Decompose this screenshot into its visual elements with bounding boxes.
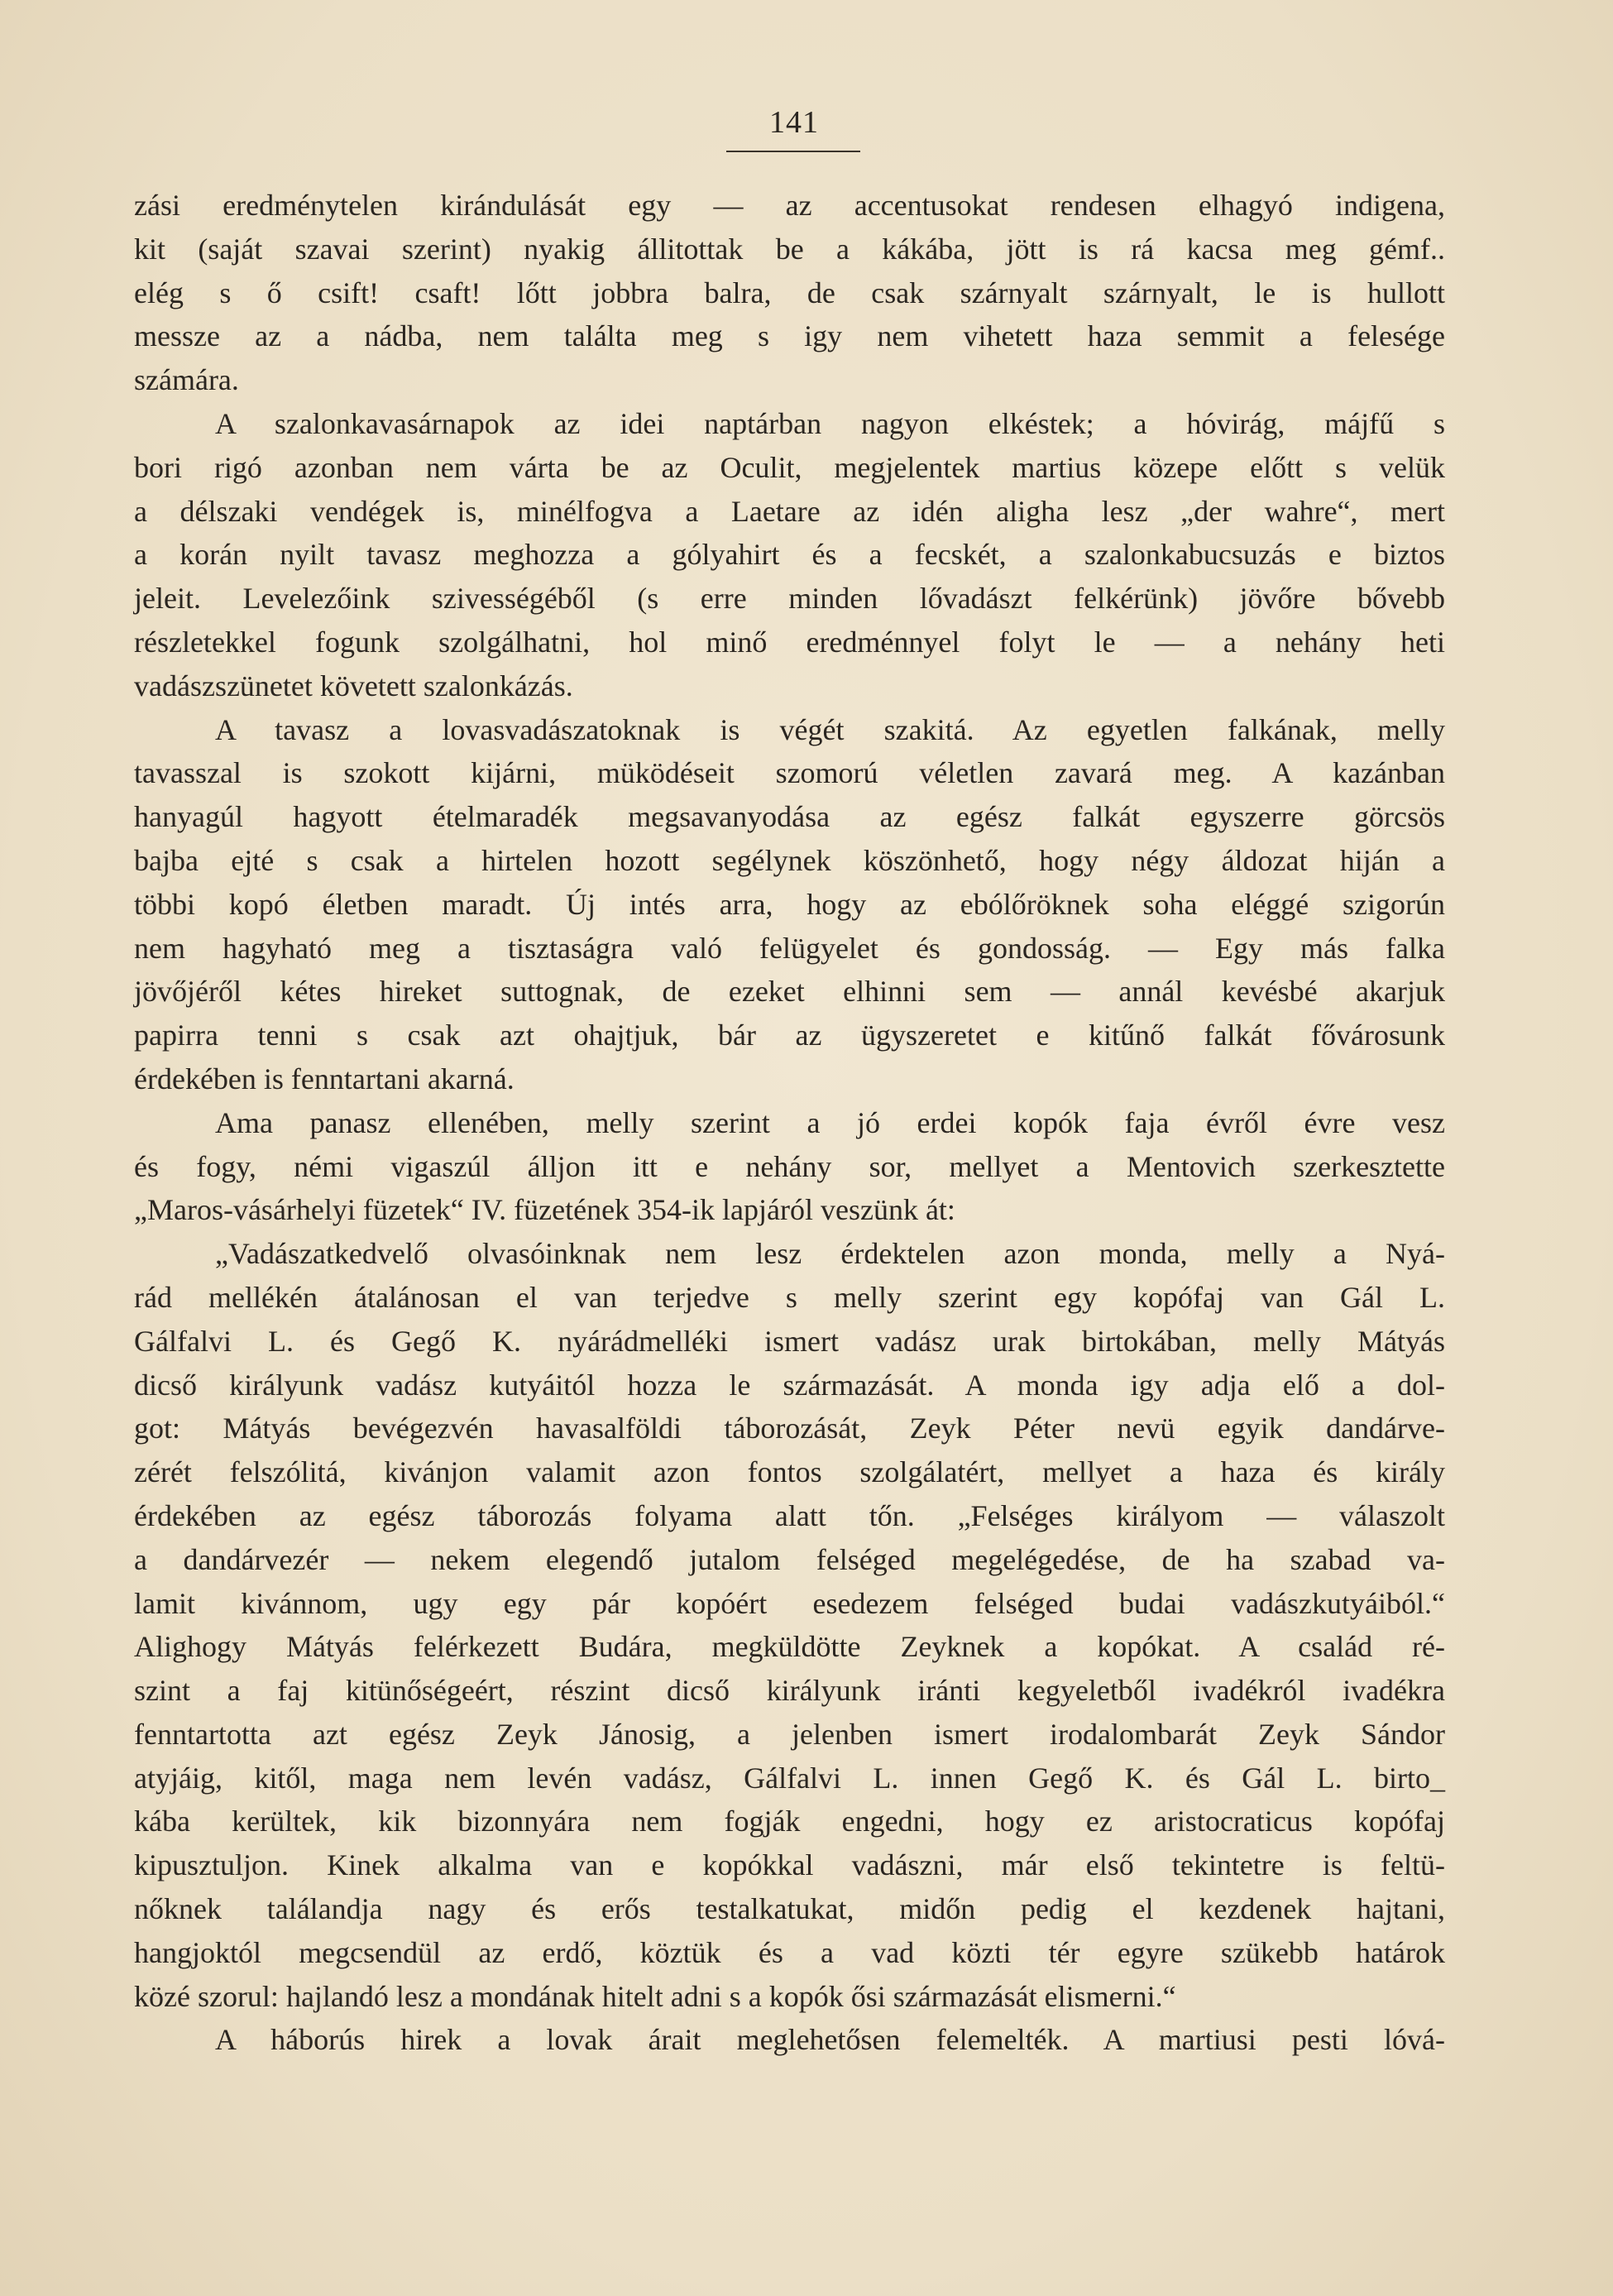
text-line: számára.: [134, 363, 239, 397]
text-line: a korán nyilt tavasz meghozza a gólyahirt és a fecskét, a szalonkabucsuzás e biztos: [134, 538, 1445, 572]
text-line: A háborús hirek a lovak árait meglehetősen felemelték. A martiusi pesti lóvá-: [215, 2023, 1445, 2057]
text-line: kipusztuljon. Kinek alkalma van e kopókkal vadászni, már első tekintetre is feltü-: [134, 1848, 1445, 1882]
text-line: A tavasz a lovasvadászatoknak is végét szakitá. Az egyetlen falkának, melly: [215, 712, 1445, 746]
page-number: 141: [769, 105, 819, 140]
text-line: atyjáig, kitől, maga nem levén vadász, Gálfalvi L. innen Gegő K. és Gál L. birto_: [134, 1761, 1445, 1795]
paragraph: [134, 402, 1445, 708]
text-line: érdekében is fenntartani akarná.: [134, 1062, 515, 1095]
text-line: tavasszal is szokott kijárni, müködéseit szomorú véletlen zavará meg. A kazánban: [134, 756, 1445, 790]
text-line: nőknek találandja nagy és erős testalkatukat, midőn pedig el kezdenek hajtani,: [134, 1892, 1445, 1926]
text-line: „Maros-vásárhelyi füzetek“ IV. füzetének 354-ik lapjáról veszünk át:: [134, 1193, 955, 1227]
text-line: részletekkel fogunk szolgálhatni, hol minő eredménnyel folyt le — a nehány heti: [134, 625, 1445, 659]
text-line: A szalonkavasárnapok az idei naptárban nagyon elkéstek; a hóvirág, májfű s: [215, 406, 1445, 440]
paragraph: [134, 1232, 1445, 2018]
body-text: [134, 184, 1445, 2062]
text-line: dicső királyunk vadász kutyáitól hozza le származását. A monda igy adja elő a dol-: [134, 1368, 1445, 1402]
text-line: zérét felszólitá, kivánjon valamit azon fontos szolgálatért, mellyet a haza és király: [134, 1455, 1445, 1489]
text-line: bori rigó azonban nem várta be az Oculit, megjelentek martius közepe előtt s velük: [134, 450, 1445, 484]
text-line: messze az a nádba, nem találta meg s igy nem vihetett haza semmit a felesége: [134, 319, 1445, 353]
text-line: jeleit. Levelezőink szivességéből (s erre minden lővadászt felkérünk) jövőre bővebb: [134, 582, 1445, 616]
text-line: got: Mátyás bevégezvén havasalföldi táborozását, Zeyk Péter nevü egyik dandárve-: [134, 1412, 1445, 1445]
text-line: elég s ő csift! csaft! lőtt jobbra balra, de csak szárnyalt szárnyalt, le is hullott: [134, 276, 1445, 309]
text-line: bajba ejté s csak a hirtelen hozott segélynek köszönhető, hogy négy áldozat hiján a: [134, 843, 1445, 877]
text-line: közé szorul: hajlandó lesz a mondának hitelt adni s a kopók ősi származását elismerni.“: [134, 1979, 1176, 2013]
paragraph: [134, 184, 1445, 402]
text-line: Alighogy Mátyás felérkezett Budára, megküldötte Zeyknek a kopókat. A család ré-: [134, 1630, 1445, 1664]
text-line: nem hagyható meg a tisztaságra való felügyelet és gondosság. — Egy más falka: [134, 931, 1445, 965]
text-line: kit (saját szavai szerint) nyakig állitottak be a kákába, jött is rá kacsa meg gémf..: [134, 232, 1445, 266]
text-line: fenntartotta azt egész Zeyk Jánosig, a jelenben ismert irodalombarát Zeyk Sándor: [134, 1717, 1445, 1751]
text-line: Gálfalvi L. és Gegő K. nyárádmelléki ismert vadász urak birtokában, melly Mátyás: [134, 1324, 1445, 1358]
text-line: jövőjéről kétes hireket suttognak, de ezeket elhinni sem — annál kevésbé akarjuk: [134, 975, 1445, 1009]
text-line: többi kopó életben maradt. Új intés arra, hogy az ebólőröknek soha eléggé szigorún: [134, 887, 1445, 921]
text-line: hanyagúl hagyott ételmaradék megsavanyodása az egész falkát egyszerre görcsös: [134, 800, 1445, 834]
text-line: „Vadászatkedvelő olvasóinknak nem lesz érdektelen azon monda, melly a Nyá-: [215, 1237, 1445, 1271]
text-line: érdekében az egész táborozás folyama alatt tőn. „Felséges királyom — válaszolt: [134, 1498, 1445, 1532]
text-line: papirra tenni s csak azt ohajtjuk, bár az ügyszeretet e kitűnő falkát fővárosunk: [134, 1019, 1445, 1052]
page-number-rule: [726, 151, 860, 152]
text-line: kába kerültek, kik bizonnyára nem fogják engedni, hogy ez aristocraticus kopófaj: [134, 1805, 1445, 1838]
text-line: és fogy, némi vigaszúl álljon itt e nehány sor, mellyet a Mentovich szerkesztette: [134, 1149, 1445, 1183]
text-line: a délszaki vendégek is, minélfogva a Laetare az idén aligha lesz „der wahre“, mert: [134, 494, 1445, 528]
text-line: hangjoktól megcsendül az erdő, köztük és a vad közti tér egyre szükebb határok: [134, 1935, 1445, 1969]
text-line: vadászszünetet követett szalonkázás.: [134, 669, 573, 702]
text-line: szint a faj kitünőségeért, részint dicső királyunk iránti kegyeletből ivadékról ivadékra: [134, 1674, 1445, 1708]
text-line: lamit kivánnom, ugy egy pár kopóért esedezem felséged budai vadászkutyáiból.“: [134, 1586, 1445, 1620]
paragraph: [134, 2018, 1445, 2062]
paragraph: [134, 708, 1445, 1101]
text-line: Ama panasz ellenében, melly szerint a jó erdei kopók faja évről évre vesz: [215, 1105, 1445, 1139]
paragraph: [134, 1101, 1445, 1232]
text-line: a dandárvezér — nekem elegendő jutalom felséged megelégedése, de ha szabad va-: [134, 1542, 1445, 1576]
text-line: zási eredménytelen kirándulását egy — az accentusokat rendesen elhagyó indigena,: [134, 189, 1445, 222]
text-line: rád mellékén átalánosan el van terjedve s melly szerint egy kopófaj van Gál L.: [134, 1280, 1445, 1314]
